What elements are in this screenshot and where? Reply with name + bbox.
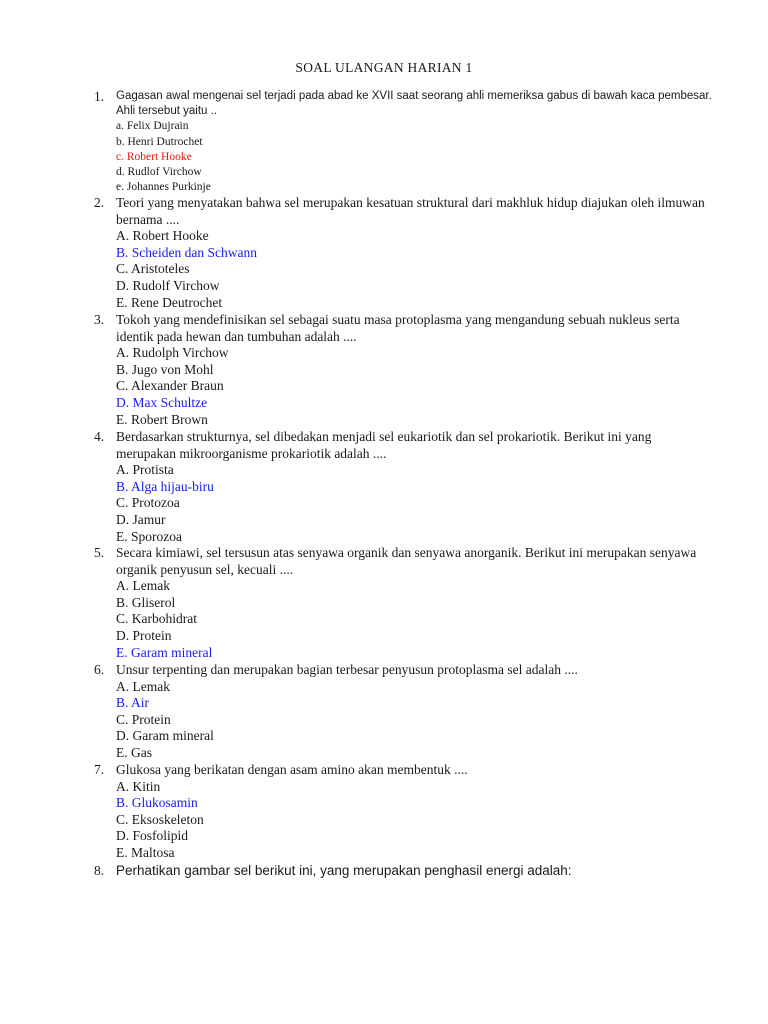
question-text: Berdasarkan strukturnya, sel dibedakan menjadi sel eukariotik dan sel prokariotik. Berikut ini yang merupakan mikroorganisme prokariotik adalah ....	[116, 429, 652, 461]
option-e: e. Johannes Purkinje	[116, 181, 211, 194]
option-c-correct: c. Robert Hooke	[116, 150, 192, 163]
option-a: A. Protista	[116, 462, 174, 478]
option-a: A. Robert Hooke	[116, 228, 209, 244]
option-b-correct: B. Alga hijau-biru	[116, 478, 214, 494]
question-text: Gagasan awal mengenai sel terjadi pada abad ke XVII saat seorang ahli memeriksa gabus di bawah kaca pembesar. Ahli tersebut yaitu ..	[116, 90, 712, 118]
option-c: C. Aristoteles	[116, 261, 190, 277]
option-d: D. Rudolf Virchow	[116, 277, 220, 293]
question-number: 7.	[94, 762, 105, 777]
question-5	[94, 545, 714, 661]
option-a: a. Felix Dujrain	[116, 120, 189, 133]
question-text: Unsur terpenting dan merupakan bagian terbesar penyusun protoplasma sel adalah ....	[116, 662, 578, 677]
option-e: E. Maltosa	[116, 844, 175, 860]
question-text: Tokoh yang mendefinisikan sel sebagai suatu masa protoplasma yang mengandung sebuah nukleus serta identik pada hewan dan tumbuhan adalah ....	[116, 312, 680, 344]
option-a: A. Rudolph Virchow	[116, 345, 229, 361]
question-number: 6.	[94, 662, 105, 677]
question-text: Glukosa yang berikatan dengan asam amino akan membentuk ....	[116, 762, 468, 777]
option-a: A. Lemak	[116, 678, 170, 694]
question-number: 1.	[94, 89, 105, 104]
option-a: A. Lemak	[116, 578, 170, 594]
question-1	[94, 89, 714, 195]
option-b: b. Henri Dutrochet	[116, 135, 203, 148]
option-b-correct: B. Air	[116, 695, 150, 711]
question-number: 3.	[94, 312, 105, 327]
option-b-correct: B. Glukosamin	[116, 795, 198, 811]
question-text: Secara kimiawi, sel tersusun atas senyawa organik dan senyawa anorganik. Berikut ini merupakan senyawa organik penyusun sel, kecuali ....	[116, 545, 697, 577]
question-7	[94, 762, 714, 862]
option-b: B. Jugo von Mohl	[116, 361, 214, 377]
option-d: D. Jamur	[116, 511, 166, 527]
option-c: C. Karbohidrat	[116, 611, 197, 627]
option-d: D. Garam mineral	[116, 728, 214, 744]
question-number: 4.	[94, 429, 105, 444]
question-6	[94, 662, 714, 762]
option-e: E. Robert Brown	[116, 411, 208, 427]
option-e-correct: E. Garam mineral	[116, 644, 213, 660]
option-c: C. Eksoskeleton	[116, 811, 204, 827]
option-c: C. Protein	[116, 711, 171, 727]
option-e: E. Sporozoa	[116, 528, 182, 544]
option-e: E. Rene Deutrochet	[116, 294, 223, 310]
option-d-correct: D. Max Schultze	[116, 394, 208, 410]
option-d: D. Fosfolipid	[116, 828, 189, 844]
question-2	[94, 195, 714, 311]
option-b-correct: B. Scheiden dan Schwann	[116, 244, 257, 260]
option-b: B. Gliserol	[116, 594, 176, 610]
question-number: 2.	[94, 195, 105, 210]
option-c: C. Alexander Braun	[116, 378, 224, 394]
question-8	[94, 863, 714, 880]
question-4	[94, 429, 714, 545]
question-number: 8.	[94, 863, 105, 878]
option-e: E. Gas	[116, 744, 152, 760]
question-3	[94, 312, 714, 428]
question-number: 5.	[94, 545, 105, 560]
question-text: Teori yang menyatakan bahwa sel merupakan kesatuan struktural dari makhluk hidup diajukan oleh ilmuwan bernama ....	[116, 195, 705, 227]
option-d: d. Rudlof Virchow	[116, 166, 202, 179]
option-a: A. Kitin	[116, 778, 161, 794]
option-c: C. Protozoa	[116, 495, 180, 511]
document-title: SOAL ULANGAN HARIAN 1	[295, 60, 473, 75]
option-d: D. Protein	[116, 627, 172, 643]
question-text: Perhatikan gambar sel berikut ini, yang merupakan penghasil energi adalah:	[116, 863, 572, 878]
